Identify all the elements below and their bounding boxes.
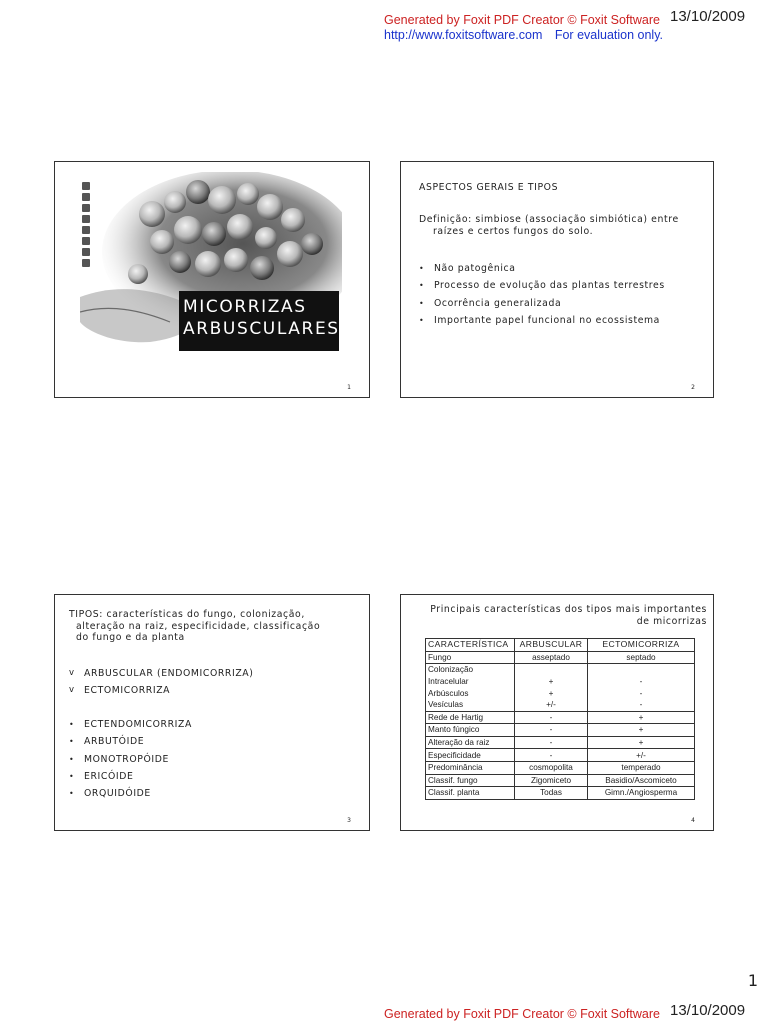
slide-heading: ASPECTOS GERAIS E TIPOS	[419, 182, 559, 193]
table-cell: cosmopolita	[515, 761, 588, 774]
intro-line3: do fungo e da planta	[76, 632, 185, 644]
caption-line1: Principais características dos tipos mais importantes	[430, 604, 707, 615]
column-header: ECTOMICORRIZA	[588, 639, 695, 652]
column-header: ARBUSCULAR	[515, 639, 588, 652]
caption-line2: de micorrizas	[636, 616, 707, 627]
table-cell: -	[588, 699, 695, 711]
list-item: • ORQUIDÓIDE	[69, 785, 192, 802]
table-row	[426, 736, 695, 749]
table-cell: Intracelular	[426, 676, 515, 688]
bullet-list	[419, 260, 665, 329]
definition-line1: Definição: simbiose (associação simbiótica) entre	[419, 214, 679, 225]
table-cell: +	[515, 687, 588, 699]
table-row	[426, 711, 695, 724]
list-item: • MONOTROPÓIDE	[69, 751, 192, 768]
table-row	[426, 664, 695, 676]
table-cell: asseptado	[515, 651, 588, 664]
list-item: • Ocorrência generalizada	[419, 295, 665, 312]
table-cell: septado	[588, 651, 695, 664]
table-cell: Especificidade	[426, 749, 515, 762]
table-caption	[411, 604, 707, 628]
table-row	[426, 724, 695, 737]
table-cell: +	[588, 724, 695, 737]
definition-text	[419, 214, 704, 238]
table-cell: +	[515, 676, 588, 688]
table-cell: Predominância	[426, 761, 515, 774]
header-date: 13/10/2009	[670, 8, 746, 25]
table-cell: +/-	[515, 699, 588, 711]
foxit-url-link[interactable]: http://www.foxitsoftware.com	[384, 28, 543, 42]
slide-2	[400, 161, 714, 398]
table-cell: -	[515, 749, 588, 762]
table-cell: Classif. fungo	[426, 774, 515, 787]
slide-number: 2	[691, 384, 695, 391]
table-row	[426, 774, 695, 787]
table-cell: Gimn./Angiosperma	[588, 787, 695, 800]
table-cell: Fungo	[426, 651, 515, 664]
table-cell: Manto fúngico	[426, 724, 515, 737]
table-row	[426, 787, 695, 800]
table-cell: +	[588, 711, 695, 724]
list-item: • Não patogênica	[419, 260, 665, 277]
slide-title-line2: ARBUSCULARES	[183, 319, 340, 339]
foxit-generated-notice: Generated by Foxit PDF Creator © Foxit Software	[384, 13, 660, 27]
table-cell: -	[515, 724, 588, 737]
slide-title-box	[179, 291, 339, 351]
evaluation-note: For evaluation only.	[554, 28, 664, 42]
list-item: v ARBUSCULAR (ENDOMICORRIZA)	[69, 665, 254, 682]
slide-number: 3	[347, 817, 351, 824]
slide-3	[54, 594, 370, 831]
table-cell: Colonização	[426, 664, 515, 676]
slide-title-line1: MICORRIZAS	[183, 297, 307, 317]
table-row	[426, 749, 695, 762]
table-cell: -	[515, 711, 588, 724]
table-row	[426, 699, 695, 711]
table-header-row	[426, 639, 695, 652]
list-item: • Processo de evolução das plantas terrestres	[419, 277, 665, 294]
intro-line2: alteração na raiz, especificidade, classificação	[76, 620, 321, 632]
list-item: • Importante papel funcional no ecossistema	[419, 312, 665, 329]
table-cell: Zigomiceto	[515, 774, 588, 787]
main-types-list	[69, 665, 254, 700]
table-row	[426, 761, 695, 774]
list-item: v ECTOMICORRIZA	[69, 682, 254, 699]
other-types-list	[69, 716, 192, 802]
list-item: • ERICÓIDE	[69, 768, 192, 785]
table-row	[426, 676, 695, 688]
column-header: CARACTERÍSTICA	[426, 639, 515, 652]
table-cell: +/-	[588, 749, 695, 762]
table-row	[426, 651, 695, 664]
mycorrhiza-comparison-table	[425, 638, 695, 800]
table-cell: Basidio/Ascomiceto	[588, 774, 695, 787]
film-strip-decoration	[82, 182, 90, 270]
slide-number: 1	[347, 384, 351, 391]
table-cell: Classif. planta	[426, 787, 515, 800]
table-cell	[588, 664, 695, 676]
table-cell: -	[588, 676, 695, 688]
list-item: • ARBUTÓIDE	[69, 733, 192, 750]
table-cell: Vesículas	[426, 699, 515, 711]
table-cell	[515, 664, 588, 676]
table-cell: Todas	[515, 787, 588, 800]
intro-line1: TIPOS: características do fungo, colonização,	[69, 609, 305, 620]
types-intro-text	[69, 609, 359, 644]
table-cell: temperado	[588, 761, 695, 774]
table-cell: Arbúsculos	[426, 687, 515, 699]
table-cell: -	[515, 736, 588, 749]
footer-date: 13/10/2009	[670, 1002, 746, 1019]
table-row	[426, 687, 695, 699]
table-cell: Alteração da raiz	[426, 736, 515, 749]
foxit-generated-notice-bottom: Generated by Foxit PDF Creator © Foxit Software	[384, 1007, 660, 1021]
slide-4	[400, 594, 714, 831]
definition-line2: raízes e certos fungos do solo.	[433, 226, 594, 237]
table-cell: -	[588, 687, 695, 699]
foxit-eval-line	[384, 26, 663, 44]
table-cell: +	[588, 736, 695, 749]
slide-1	[54, 161, 370, 398]
slide-number: 4	[691, 817, 695, 824]
page-number: 1	[747, 971, 758, 990]
table-cell: Rede de Hartig	[426, 711, 515, 724]
list-item: • ECTENDOMICORRIZA	[69, 716, 192, 733]
